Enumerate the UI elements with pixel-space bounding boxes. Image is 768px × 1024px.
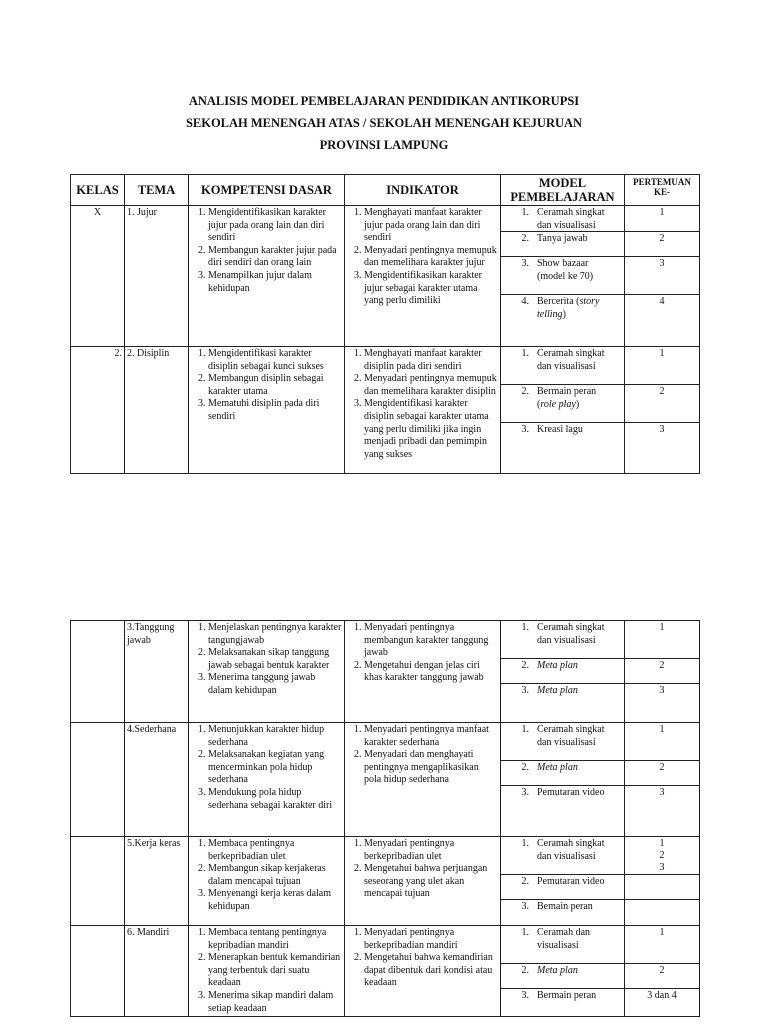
pertemuan-item xyxy=(625,926,699,964)
pertemuan-item xyxy=(625,232,699,257)
model-item-label: Meta plan xyxy=(537,685,578,696)
list-item: 1. Menghayati manfaat karakter jujur pada orang lain dan diri sendiri xyxy=(364,207,498,245)
list-item: 1. Mengidentifikasi karakter disiplin sebagai kunci sukses xyxy=(208,348,342,373)
model-item-number: 3. xyxy=(521,424,529,435)
model-item xyxy=(501,926,624,964)
pertemuan-number: 2 xyxy=(659,233,665,244)
model-item-label: Meta plan xyxy=(537,660,578,671)
kelas-cell: 2. xyxy=(71,347,125,474)
kompetensi-dasar-cell xyxy=(189,621,345,723)
tema-cell: 2. Disiplin xyxy=(125,347,189,474)
pertemuan-item xyxy=(625,761,699,786)
model-item-label: Ceramah dan visualisasi xyxy=(537,927,591,951)
pertemuan-item xyxy=(625,347,699,385)
pertemuan-item xyxy=(625,295,699,346)
pertemuan-cell xyxy=(625,621,700,723)
model-item-label: Bermain peran xyxy=(537,990,597,1001)
model-item xyxy=(501,900,624,925)
pertemuan-number: 1 xyxy=(659,724,665,735)
table-header-row xyxy=(71,175,700,206)
list-item: 2. Membangun disiplin sebagai karakter utama xyxy=(208,373,342,398)
model-item-label: Meta plan xyxy=(537,965,578,976)
model-item-number: 2. xyxy=(521,386,529,397)
competency-table-part-1 xyxy=(70,174,700,474)
model-item xyxy=(501,989,624,1015)
pertemuan-cell xyxy=(625,206,700,347)
list-item: 2. Menyadari pentingnya memupuk dan memelihara karakter disiplin xyxy=(364,373,498,398)
pertemuan-number: 3 dan 4 xyxy=(647,990,677,1001)
pertemuan-number: 2 xyxy=(659,850,665,861)
model-item-label: Tanya jawab xyxy=(537,233,588,244)
header-indikator: INDIKATOR xyxy=(345,175,501,206)
italic-term: role play xyxy=(540,398,576,410)
pertemuan-item xyxy=(625,385,699,423)
header-tema: TEMA xyxy=(125,175,189,206)
pertemuan-item xyxy=(625,900,699,925)
pertemuan-number: 3 xyxy=(659,787,665,798)
model-item-label: Bercerita (story telling) xyxy=(537,296,600,320)
kelas-cell: X xyxy=(71,206,125,347)
model-item xyxy=(501,232,624,257)
indikator-list xyxy=(347,348,498,461)
list-item: 3. Mengidentifikasi karakter disiplin sebagai karakter utama yang perlu dimiliki jika ingin menjadi pribadi dan pemimpin yang sukses xyxy=(364,398,498,461)
indikator-cell xyxy=(345,206,501,347)
tema-cell: 4.Sederhana xyxy=(125,723,189,837)
model-pembelajaran-cell xyxy=(501,837,625,926)
list-item: 1. Menyadari pentingnya berkepribadian ulet xyxy=(364,838,498,863)
kompetensi-dasar-list xyxy=(191,207,342,295)
model-item xyxy=(501,423,624,473)
tema-cell: 3.Tanggung jawab xyxy=(125,621,189,723)
list-item: 2. Menyadari dan menghayati pentingnya mengaplikasikan pola hidup sederhana xyxy=(364,749,498,787)
model-item-number: 1. xyxy=(521,622,529,633)
list-item: 1. Menunjukkan karakter hidup sederhana xyxy=(208,724,342,749)
model-pembelajaran-cell xyxy=(501,206,625,347)
model-item xyxy=(501,206,624,232)
pertemuan-item xyxy=(625,659,699,684)
pertemuan-cell xyxy=(625,926,700,1017)
model-item-number: 2. xyxy=(521,233,529,244)
tema-cell: 5.Kerja keras xyxy=(125,837,189,926)
model-item-label: Kreasi lagu xyxy=(537,424,583,435)
model-item xyxy=(501,761,624,786)
list-item: 3. Menyenangi kerja keras dalam kehidupan xyxy=(208,888,342,913)
model-item-label: Pemutaran video xyxy=(537,876,605,887)
model-item-number: 2. xyxy=(521,965,529,976)
indikator-cell xyxy=(345,926,501,1017)
pertemuan-number: 2 xyxy=(659,386,665,397)
pertemuan-item xyxy=(625,621,699,659)
table-row xyxy=(71,206,700,347)
model-item-label: Ceramah singkat dan visualisasi xyxy=(537,207,605,231)
model-item-label: Bemain peran xyxy=(537,901,593,912)
pertemuan-item xyxy=(625,964,699,989)
pertemuan-number: 1 xyxy=(659,927,665,938)
list-item: 2. Membangun sikap kerjakeras dalam mencapai tujuan xyxy=(208,863,342,888)
pertemuan-number: 1 xyxy=(659,838,665,849)
kelas-cell xyxy=(71,723,125,837)
kompetensi-dasar-cell xyxy=(189,347,345,474)
model-item xyxy=(501,723,624,761)
list-item: 1. Menyadari pentingnya berkepribadian mandiri xyxy=(364,927,498,952)
indikator-cell xyxy=(345,837,501,926)
model-item-number: 2. xyxy=(521,876,529,887)
model-item xyxy=(501,786,624,836)
pertemuan-number: 2 xyxy=(659,762,665,773)
model-item-label: Show bazaar (model ke 70) xyxy=(537,258,594,282)
pertemuan-number: 1 xyxy=(659,348,665,359)
model-item-label: Ceramah singkat dan visualisasi xyxy=(537,724,605,748)
kompetensi-dasar-cell xyxy=(189,837,345,926)
pertemuan-item xyxy=(625,989,699,1015)
pertemuan-item xyxy=(625,257,699,295)
model-item-number: 1. xyxy=(521,724,529,735)
tema-cell: 1. Jujur xyxy=(125,206,189,347)
model-pembelajaran-cell xyxy=(501,621,625,723)
model-item xyxy=(501,295,624,346)
indikator-list xyxy=(347,207,498,308)
model-item xyxy=(501,837,624,875)
model-item-number: 3. xyxy=(521,685,529,696)
model-item-number: 1. xyxy=(521,207,529,218)
model-item-number: 3. xyxy=(521,787,529,798)
table-row xyxy=(71,347,700,474)
kompetensi-dasar-list xyxy=(191,622,342,698)
model-item-number: 3. xyxy=(521,258,529,269)
model-item xyxy=(501,875,624,900)
model-item-number: 1. xyxy=(521,348,529,359)
pertemuan-item xyxy=(625,206,699,232)
model-item xyxy=(501,659,624,684)
pertemuan-item xyxy=(625,837,699,875)
model-item xyxy=(501,964,624,989)
list-item: 2. Menerapkan bentuk kemandirian yang terbentuk dari suatu keadaan xyxy=(208,952,342,990)
model-item-number: 4. xyxy=(521,296,529,307)
doc-title-line-2: SEKOLAH MENENGAH ATAS / SEKOLAH MENENGAH KEJURUAN xyxy=(185,116,583,130)
pertemuan-item xyxy=(625,723,699,761)
indikator-list xyxy=(347,724,498,787)
pertemuan-number: 3 xyxy=(659,258,665,269)
table-row xyxy=(71,926,700,1017)
header-pertemuan: PERTEMUAN KE- xyxy=(625,175,700,206)
model-pembelajaran-cell xyxy=(501,723,625,837)
pertemuan-number: 3 xyxy=(659,862,665,873)
kelas-cell xyxy=(71,837,125,926)
indikator-cell xyxy=(345,723,501,837)
list-item: 3. Mengidentifikasikan karakter jujur sebagai karakter utama yang perlu dimiliki xyxy=(364,270,498,308)
list-item: 3. Mendukung pola hidup sederhana sebagai karakter diri xyxy=(208,787,342,812)
header-model-pembelajaran: MODEL PEMBELAJARAN xyxy=(501,175,625,206)
list-item: 2. Menyadari pentingnya memupuk dan memelihara karakter jujur xyxy=(364,245,498,270)
list-item: 3. Menerima tanggung jawab dalam kehidupan xyxy=(208,672,342,697)
competency-table-part-2 xyxy=(70,620,700,1017)
model-item xyxy=(501,385,624,423)
list-item: 2. Melaksanakan sikap tanggung jawab sebagai bentuk karakter xyxy=(208,647,342,672)
list-item: 2. Membangun karakter jujur pada diri sendiri dan orang lain xyxy=(208,245,342,270)
doc-title-line-1: ANALISIS MODEL PEMBELAJARAN PENDIDIKAN ANTIKORUPSI xyxy=(188,94,580,108)
list-item: 1. Menghayati manfaat karakter disiplin pada diri sendiri xyxy=(364,348,498,373)
list-item: 3. Menampilkan jujur dalam kehidupan xyxy=(208,270,342,295)
list-item: 1. Membaca pentingnya berkepribadian ulet xyxy=(208,838,342,863)
pertemuan-item xyxy=(625,684,699,722)
pertemuan-number: 2 xyxy=(659,660,665,671)
kelas-cell xyxy=(71,926,125,1017)
list-item: 2. Melaksanakan kegiatan yang mencerminkan pola hidup sederhana xyxy=(208,749,342,787)
list-item: 2. Mengetahui dengan jelas ciri khas karakter tanggung jawab xyxy=(364,660,498,685)
model-item-number: 3. xyxy=(521,901,529,912)
model-item xyxy=(501,257,624,295)
doc-title-line-3: PROVINSI LAMPUNG xyxy=(319,138,449,152)
table-row xyxy=(71,723,700,837)
list-item: 1. Membaca tentang pentingnya kepribadian mandiri xyxy=(208,927,342,952)
list-item: 3. Menerima sikap mandiri dalam setiap keadaan xyxy=(208,990,342,1015)
kompetensi-dasar-list xyxy=(191,927,342,1015)
pertemuan-number: 1 xyxy=(659,622,665,633)
model-item-number: 2. xyxy=(521,762,529,773)
model-item-number: 1. xyxy=(521,838,529,849)
list-item: 2. Mengetahui bahwa perjuangan seseorang yang ulet akan mencapai tujuan xyxy=(364,863,498,901)
model-item-label: Ceramah singkat dan visualisasi xyxy=(537,838,605,862)
pertemuan-item xyxy=(625,423,699,473)
tema-cell: 6. Mandiri xyxy=(125,926,189,1017)
indikator-list xyxy=(347,622,498,685)
indikator-list xyxy=(347,927,498,990)
pertemuan-cell xyxy=(625,347,700,474)
kompetensi-dasar-cell xyxy=(189,926,345,1017)
list-item: 1. Menjelaskan pentingnya karakter tangungjawab xyxy=(208,622,342,647)
pertemuan-number: 3 xyxy=(659,424,665,435)
table-row xyxy=(71,621,700,723)
pertemuan-item xyxy=(625,875,699,900)
model-item-label: Bermain peran (role play) xyxy=(537,386,597,410)
kompetensi-dasar-cell xyxy=(189,206,345,347)
model-pembelajaran-cell xyxy=(501,926,625,1017)
indikator-cell xyxy=(345,621,501,723)
table-row xyxy=(71,837,700,926)
list-item: 3. Mematuhi disiplin pada diri sendiri xyxy=(208,398,342,423)
pertemuan-item xyxy=(625,786,699,836)
italic-term: story telling xyxy=(537,296,600,320)
pertemuan-number: 2 xyxy=(659,965,665,976)
model-item-label: Meta plan xyxy=(537,762,578,773)
indikator-list xyxy=(347,838,498,901)
list-item: 1. Mengidentifikasikan karakter jujur pada orang lain dan diri sendiri xyxy=(208,207,342,245)
model-item-number: 1. xyxy=(521,927,529,938)
list-item: 1. Menyadari pentingnya membangun karakter tanggung jawab xyxy=(364,622,498,660)
list-item: 2. Mengetahui bahwa kemandirian dapat dibentuk dari kondisi atau keadaan xyxy=(364,952,498,990)
model-item-number: 2. xyxy=(521,660,529,671)
model-item xyxy=(501,347,624,385)
kompetensi-dasar-cell xyxy=(189,723,345,837)
model-item-label: Ceramah singkat dan visualisasi xyxy=(537,622,605,646)
pertemuan-number: 3 xyxy=(659,685,665,696)
kelas-cell xyxy=(71,621,125,723)
pertemuan-number: 1 xyxy=(659,207,665,218)
model-pembelajaran-cell xyxy=(501,347,625,474)
kompetensi-dasar-list xyxy=(191,724,342,812)
header-kompetensi-dasar: KOMPETENSI DASAR xyxy=(189,175,345,206)
pertemuan-cell xyxy=(625,723,700,837)
list-item: 1. Menyadari pentingnya manfaat karakter sederhana xyxy=(364,724,498,749)
pertemuan-number: 4 xyxy=(659,296,665,307)
model-item xyxy=(501,684,624,722)
header-kelas: KELAS xyxy=(71,175,125,206)
model-item-label: Ceramah singkat dan visualisasi xyxy=(537,348,605,372)
model-item-number: 3. xyxy=(521,990,529,1001)
kompetensi-dasar-list xyxy=(191,348,342,424)
indikator-cell xyxy=(345,347,501,474)
model-item xyxy=(501,621,624,659)
kompetensi-dasar-list xyxy=(191,838,342,914)
model-item-label: Pemutaran video xyxy=(537,787,605,798)
pertemuan-cell xyxy=(625,837,700,926)
